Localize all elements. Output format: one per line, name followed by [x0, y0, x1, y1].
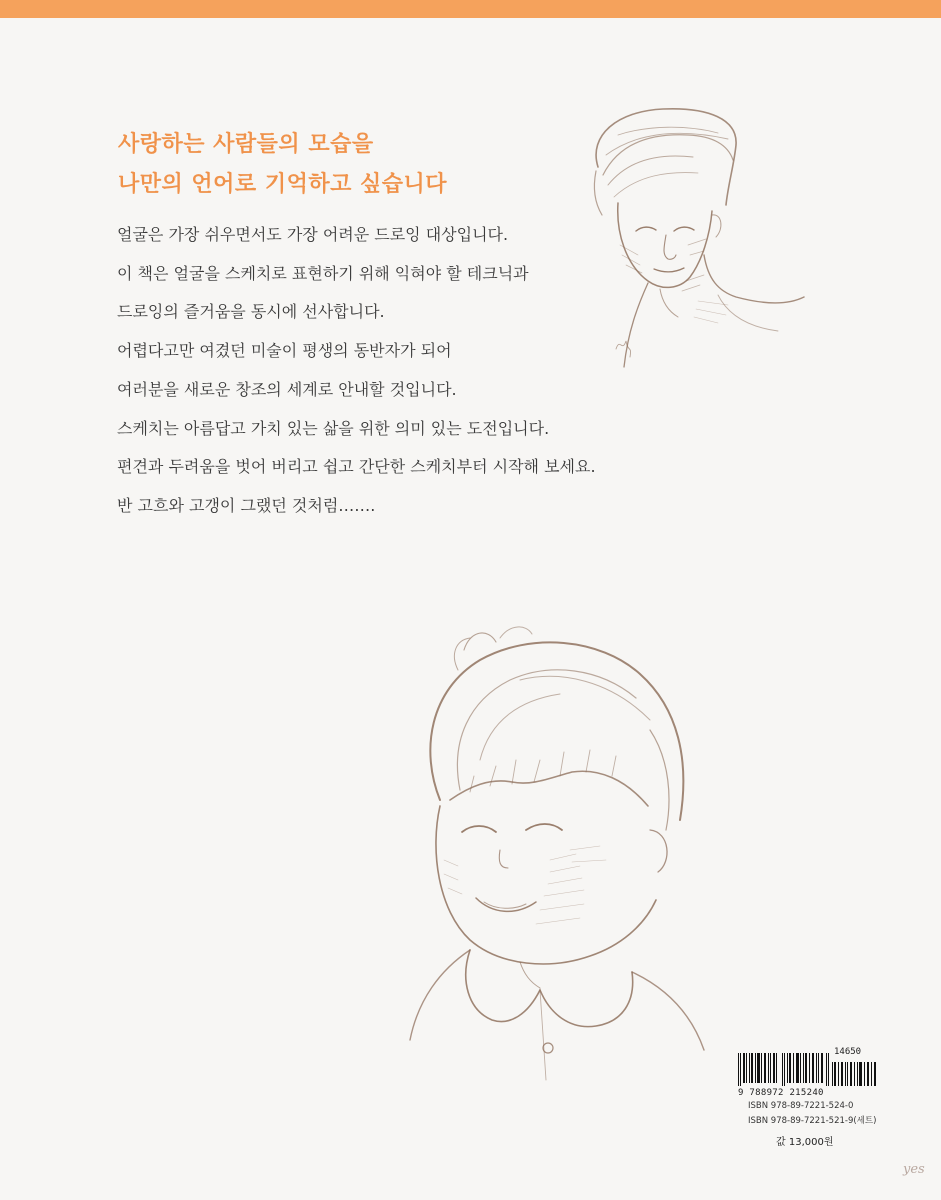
barcode-ean-bars — [738, 1053, 830, 1086]
woman-sketch-illustration — [578, 105, 810, 377]
barcode-addon-number: 14650 — [834, 1047, 862, 1057]
isbn-set-number: ISBN 978-89-7221-521-9(세트) — [748, 1116, 877, 1126]
top-accent-band — [0, 0, 941, 18]
child-sketch-illustration — [400, 610, 730, 1090]
publisher-logo: yes — [903, 1162, 925, 1177]
body-line: 얼굴은 가장 쉬우면서도 가장 어려운 드로잉 대상입니다. — [117, 225, 509, 244]
headline — [118, 125, 638, 205]
barcode-addon-bars — [832, 1062, 878, 1086]
body-line: 이 책은 얼굴을 스케치로 표현하기 위해 익혀야 할 테크닉과 — [117, 263, 529, 283]
body-line: 어렵다고만 여겼던 미술이 평생의 동반자가 되어 — [117, 341, 452, 361]
body-line: 편견과 두려움을 벗어 버리고 쉽고 간단한 스케치부터 시작해 보세요. — [117, 457, 596, 477]
body-line: 드로잉의 즐거움을 동시에 선사합니다. — [117, 302, 385, 322]
barcode-block — [738, 1046, 878, 1156]
body-line: 반 고흐와 고갱이 그랬던 것처럼……. — [117, 495, 376, 515]
isbn-number: ISBN 978-89-7221-524-0 — [748, 1101, 854, 1111]
body-line: 스케치는 아름답고 가치 있는 삶을 위한 의미 있는 도전입니다. — [117, 418, 550, 438]
body-line: 여러분을 새로운 창조의 세계로 안내할 것입니다. — [117, 379, 457, 399]
body-text — [117, 216, 617, 526]
headline-line-1: 사랑하는 사람들의 모습을 — [118, 132, 374, 157]
headline-line-2: 나만의 언어로 기억하고 싶습니다 — [118, 172, 448, 197]
price-label: 값 13,000원 — [776, 1137, 834, 1148]
barcode-ean-number: 9 788972 215240 — [738, 1088, 824, 1098]
